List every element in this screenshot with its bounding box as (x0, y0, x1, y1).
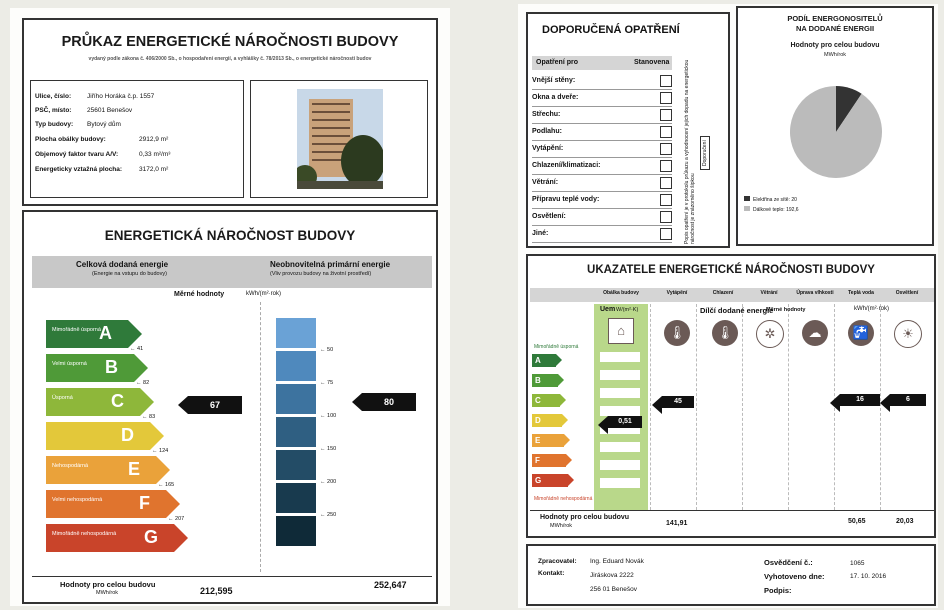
pie-slice (790, 86, 882, 178)
energy-class-letter: D (121, 425, 134, 445)
field-label: Energeticky vztažná plocha: (35, 166, 123, 173)
measure-checkbox[interactable] (660, 194, 672, 206)
indicator-class-d: D (532, 414, 562, 427)
parts-label: Dílčí dodané energie (700, 306, 774, 315)
processed-value: Ing. Eduard Novák (590, 558, 644, 565)
measure-row (532, 191, 672, 209)
primary-scale-band (276, 384, 316, 414)
measure-checkbox[interactable] (660, 177, 672, 189)
measure-label: Podlahu: (532, 128, 562, 135)
energy-class-name: Mimořádně nehospodárná (52, 531, 117, 537)
photo-panel (250, 80, 428, 198)
measure-label: Chlazení/klimatizaci: (532, 162, 601, 169)
footer-panel (526, 544, 936, 606)
measure-checkbox[interactable] (660, 126, 672, 138)
energy-class-d (46, 422, 150, 450)
energy-class-letter: F (139, 493, 150, 513)
delivered-energy-marker: 67 (188, 396, 242, 414)
indicator-column-header: Teplá voda (848, 290, 874, 296)
measure-label: Jiné: (532, 230, 549, 237)
envelope-scale-bar (600, 406, 640, 416)
column-divider (260, 302, 262, 572)
primary-scale-band (276, 516, 316, 546)
field-value: Jiřího Horáka č.p. 1557 (87, 93, 155, 100)
measure-checkbox[interactable] (660, 211, 672, 223)
address-panel (30, 80, 244, 198)
class-threshold: ← 41 (130, 346, 144, 352)
recommended-measures-panel (526, 12, 730, 248)
total-delivered: 212,595 (200, 586, 233, 596)
contact-line-1: Jiráskova 2222 (590, 572, 634, 579)
measures-list (528, 72, 678, 248)
energy-class-c (46, 388, 140, 416)
hot-water-marker: 16 (840, 394, 880, 406)
indicator-column-header: Chlazení (712, 290, 734, 296)
indicator-class-scale (528, 354, 588, 494)
col2-sub: (Vliv provozu budovy na životní prostředí) (270, 271, 372, 277)
measure-checkbox[interactable] (660, 92, 672, 104)
energy-class-b (46, 354, 134, 382)
energy-class-letter: C (111, 391, 124, 411)
class-threshold: ← 124 (152, 448, 169, 454)
indicators-totals-unit: MWh/rok (550, 523, 572, 529)
total-lighting: 20,03 (896, 518, 914, 525)
energy-class-name: Nehospodárná (52, 463, 89, 469)
field-label: Typ budovy: (35, 121, 74, 128)
measure-label: Vnější stěny: (532, 77, 576, 84)
field-value: Bytový dům (87, 121, 121, 128)
indicator-class-b: B (532, 374, 558, 387)
primary-scale-band (276, 450, 316, 480)
energy-class-letter: A (99, 323, 112, 343)
measures-col1: Opatření pro (536, 59, 579, 66)
primary-threshold: ← 200 (320, 479, 337, 485)
building-photo (297, 89, 383, 189)
energy-class-g (46, 524, 174, 552)
carriers-unit: MWh/rok (824, 52, 846, 58)
primary-threshold: ← 100 (320, 413, 337, 419)
measures-side-note: Popis opatření je v protokolu průkazu a vyhodnocení jejich dopadu na energetickou náročnost je znázorněno šipkou (684, 59, 696, 244)
date-label: Vyhotoveno dne: (764, 572, 825, 581)
sign-label: Podpis: (764, 586, 792, 595)
indicator-class-a: A (532, 354, 556, 367)
indicator-class-e: E (532, 434, 564, 447)
energy-class-scale (46, 320, 226, 560)
col2-title: Neobnovitelná primární energie (270, 260, 391, 269)
processed-label: Zpracovatel: (538, 558, 577, 565)
measure-label: Měrné hodnoty (174, 291, 225, 298)
measures-side-link[interactable]: Doporučení (700, 136, 710, 170)
bottom-class-label: Mimořádně nehospodárná (534, 496, 593, 502)
measure-row (532, 106, 672, 124)
primary-scale-band (276, 483, 316, 513)
measures-title: DOPORUČENÁ OPATŘENÍ (542, 24, 680, 36)
energy-class-a (46, 320, 128, 348)
hot-water-icon: 🚰 (848, 320, 874, 346)
measure-checkbox[interactable] (660, 75, 672, 87)
house-icon: ⌂ (608, 318, 634, 344)
carriers-legend (744, 196, 924, 216)
total-hot-water: 50,65 (848, 518, 866, 525)
contact-label: Kontakt: (538, 570, 565, 577)
indicator-column-header: Osvětlení (895, 290, 919, 296)
primary-scale-band (276, 318, 316, 348)
indicator-column-divider (696, 304, 698, 510)
indicator-column-divider (742, 304, 744, 510)
energy-class-f (46, 490, 166, 518)
primary-threshold: ← 50 (320, 347, 334, 353)
energy-performance-panel (22, 210, 438, 604)
indicators-totals-label: Hodnoty pro celou budovu (540, 514, 630, 521)
total-heating: 141,91 (666, 520, 688, 527)
indicator-class-c: C (532, 394, 560, 407)
envelope-scale-bar (600, 352, 640, 362)
heating-icon: 🌡 (664, 320, 690, 346)
primary-energy-scale (276, 318, 396, 554)
primary-scale-band (276, 351, 316, 381)
legend-label: Dálkové teplo: 192,6 (753, 207, 799, 213)
carriers-title-1: PODÍL ENERGONOSITELŮ (787, 14, 883, 23)
cert-value: 1065 (850, 560, 865, 567)
legend-swatch (744, 206, 750, 211)
indicator-class-g: G (532, 474, 568, 487)
primary-threshold: ← 75 (320, 380, 334, 386)
energy-class-name: Úsporná (52, 395, 73, 401)
indicators-measure-label: Měrné hodnoty (766, 307, 806, 313)
legend-label: Elektřina ze sítě: 20 (753, 197, 797, 203)
carriers-sub: Hodnoty pro celou budovu (790, 42, 880, 49)
totals-label: Hodnoty pro celou budovu (60, 580, 156, 589)
total-primary: 252,647 (374, 580, 407, 590)
humidity-icon: ☁ (802, 320, 828, 346)
energy-class-e (46, 456, 156, 484)
contact-line-2: 256 01 Benešov (590, 586, 637, 593)
measure-row (532, 123, 672, 141)
field-label: Plocha obálky budovy: (35, 136, 106, 143)
indicators-panel (526, 254, 936, 538)
measure-row (532, 157, 672, 175)
envelope-scale-bar (600, 478, 640, 488)
ventilation-icon: ✲ (756, 320, 784, 348)
class-threshold: ← 207 (168, 516, 185, 522)
legend-item (744, 196, 924, 206)
envelope-scale-bar (600, 370, 640, 380)
uem-unit: W/(m²·K) (616, 307, 639, 313)
class-threshold: ← 82 (136, 380, 150, 386)
indicator-column-header: Vytápění (666, 290, 688, 296)
measure-label: Vytápění: (532, 145, 564, 152)
indicator-column-header: Větrání (760, 290, 778, 296)
lighting-icon: ☀ (894, 320, 922, 348)
measure-checkbox[interactable] (660, 143, 672, 155)
primary-threshold: ← 150 (320, 446, 337, 452)
measure-checkbox[interactable] (660, 228, 672, 240)
class-threshold: ← 165 (158, 482, 175, 488)
energy-class-name: Velmi nehospodárná (52, 497, 103, 503)
measure-row (532, 140, 672, 158)
certificate-subtitle: vydaný podle zákona č. 406/2000 Sb., o hospodaření energií, a vyhlášky č. 78/2013 Sb., o energetické náročnosti budov (88, 56, 372, 62)
lighting-marker: 6 (890, 394, 926, 406)
field-label: Ulice, číslo: (35, 93, 72, 100)
measure-label: Okna a dveře: (532, 94, 579, 101)
indicators-measure-unit: kWh/(m²·rok) (854, 306, 889, 312)
date-value: 17. 10. 2016 (850, 573, 887, 580)
energy-title: ENERGETICKÁ NÁROČNOST BUDOVY (104, 228, 356, 243)
envelope-scale-bar (600, 442, 640, 452)
measure-checkbox[interactable] (660, 109, 672, 121)
legend-item (744, 206, 924, 216)
field-label: Objemový faktor tvaru A/V: (35, 151, 119, 158)
col1-title: Celková dodaná energie (76, 260, 169, 269)
cert-label: Osvědčení č.: (764, 558, 813, 567)
measure-label: Větrání: (532, 179, 559, 186)
primary-scale-band (276, 417, 316, 447)
measure-unit: kWh/(m²·rok) (246, 291, 281, 297)
field-value: 3172,0 m² (139, 166, 169, 173)
certificate-title: PRŮKAZ ENERGETICKÉ NÁROČNOSTI BUDOVY (61, 34, 399, 50)
envelope-scale-bar (600, 388, 640, 398)
indicator-column-divider (788, 304, 790, 510)
energy-class-letter: B (105, 357, 118, 377)
indicator-column-header: Úprava vlhkosti (796, 290, 834, 296)
energy-class-name: Mimořádně úsporná (52, 327, 101, 333)
envelope-scale-bar (600, 460, 640, 470)
field-label: PSČ, místo: (35, 107, 72, 114)
measures-col2: Stanovena (634, 59, 670, 66)
measure-checkbox[interactable] (660, 160, 672, 172)
col1-sub: (Energie na vstupu do budovy) (92, 271, 167, 277)
primary-threshold: ← 250 (320, 512, 337, 518)
field-value: 2912,9 m² (139, 136, 169, 143)
measure-row (532, 208, 672, 226)
heating-marker: 45 (662, 396, 694, 408)
class-threshold: ← 83 (142, 414, 156, 420)
indicators-title: UKAZATELE ENERGETICKÉ NÁROČNOSTI BUDOVY (587, 264, 875, 276)
field-value: 0,33 m²/m³ (139, 151, 171, 158)
carriers-title-2: NA DODANÉ ENERGII (795, 24, 875, 33)
measure-row (532, 225, 672, 243)
primary-energy-marker: 80 (362, 393, 416, 411)
energy-carriers-panel (736, 6, 934, 246)
indicator-column-header: Obálka budovy (603, 290, 639, 296)
energy-class-letter: G (143, 527, 158, 547)
energy-carriers-pie (786, 82, 886, 182)
measure-label: Přípravu teplé vody: (532, 196, 600, 203)
field-value: 25601 Benešov (87, 107, 133, 114)
legend-swatch (744, 196, 750, 201)
indicator-class-f: F (532, 454, 566, 467)
measure-label: Střechu: (532, 111, 561, 118)
uem-marker: 0,51 (608, 416, 642, 428)
measure-row (532, 174, 672, 192)
energy-class-name: Velmi úsporná (52, 361, 87, 367)
top-class-label: Mimořádně úsporná (534, 344, 579, 350)
uem-label: Uem (600, 306, 616, 313)
measure-row (532, 89, 672, 107)
totals-unit: MWh/rok (96, 590, 118, 596)
measure-row (532, 72, 672, 90)
certificate-header (22, 18, 438, 206)
measure-label: Osvětlení: (532, 213, 566, 220)
energy-class-letter: E (127, 459, 140, 479)
cooling-icon: 🌡 (712, 320, 738, 346)
